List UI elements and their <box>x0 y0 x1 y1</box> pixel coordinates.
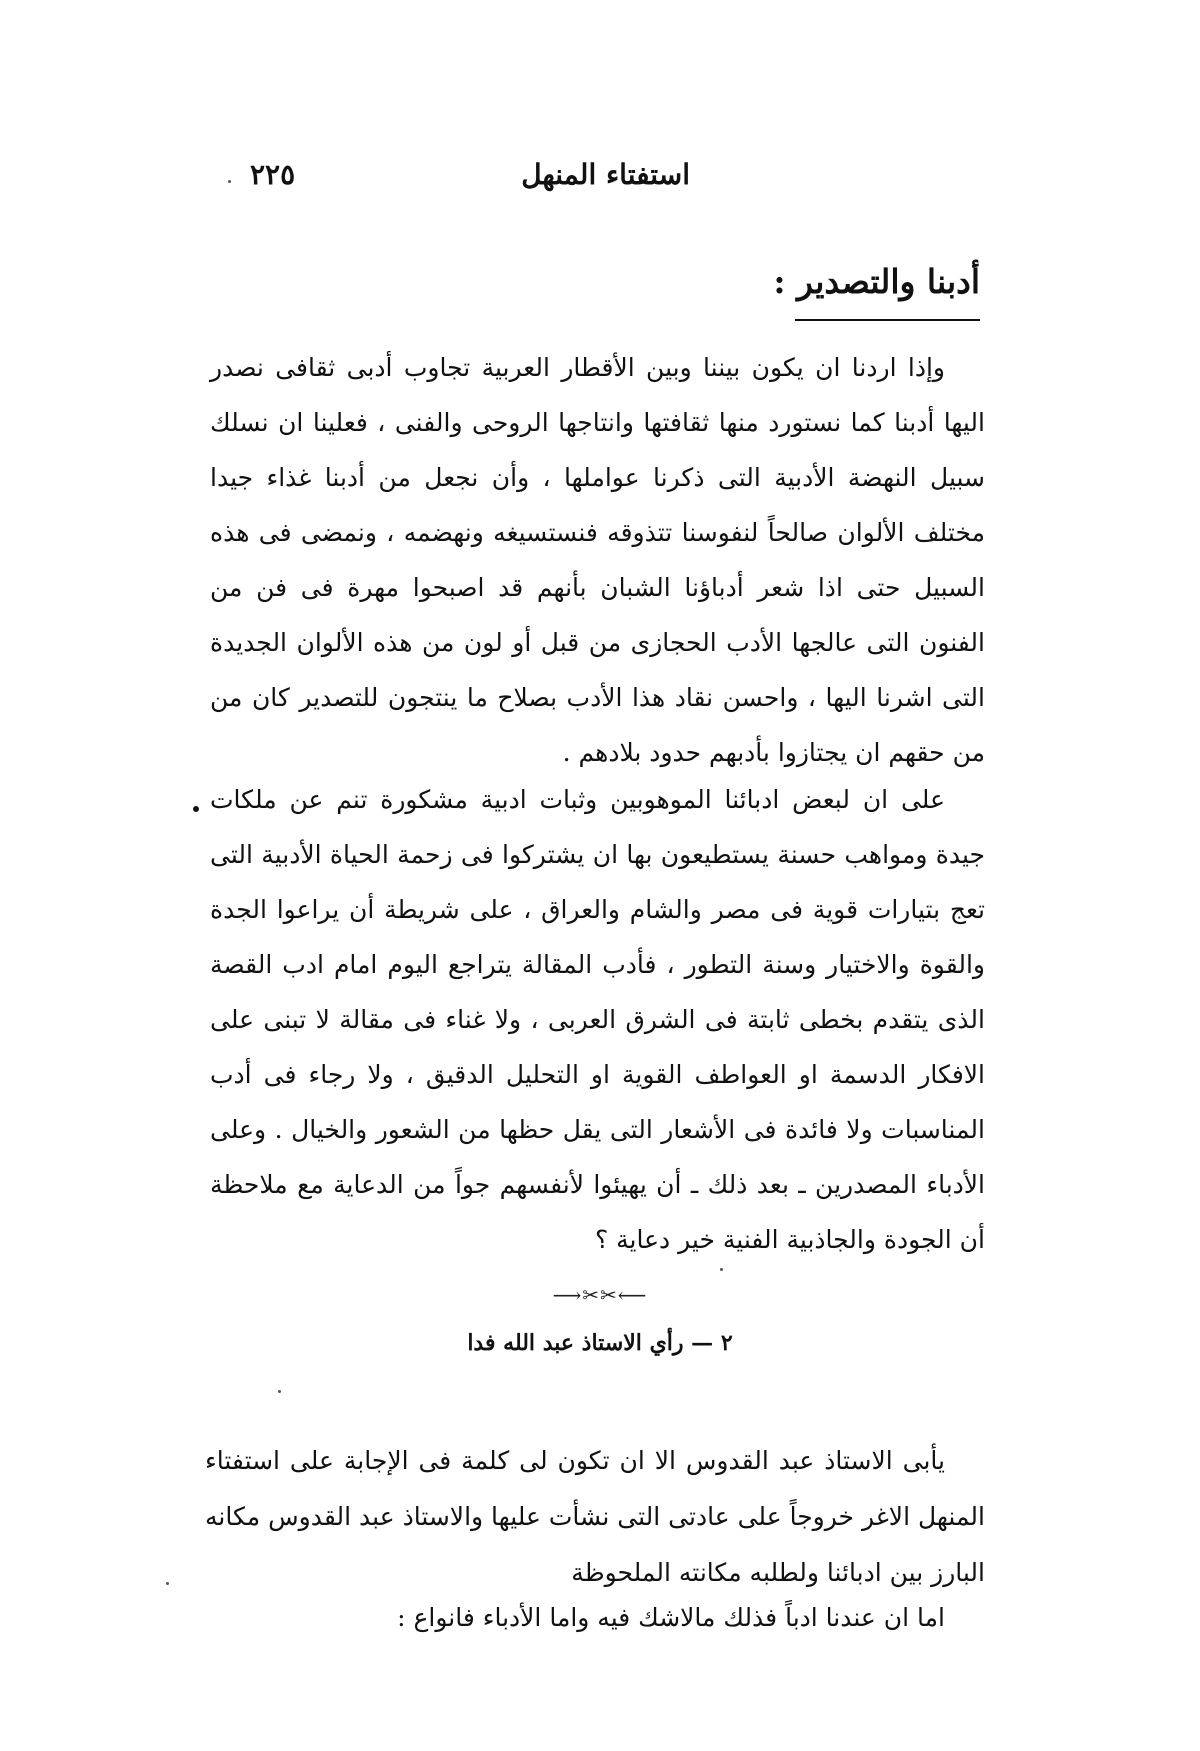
section-divider-ornament: ⟶✂✂⟵ <box>552 1283 648 1307</box>
page-speck <box>228 180 231 183</box>
paragraph-talents: على ان لبعض ادبائنا الموهوبين وثبات ادبية مشكورة تنم عن ملكات جيدة ومواهب حسنة يستطيعون بها ان يشتركوا فى زحمة الحياة الأدبية التى تعج بتيارات قوية فى مصر والشام والعراق ، على شريطة أن يراعوا الجدة والقوة والاختيار وسنة التطور ، فأدب المقالة يتراجع اليوم امام ادب القصة الذى يتقدم بخطى ثابتة فى الشرق العربى ، ولا غناء فى مقالة لا تبنى على الافكار الدسمة او العواطف القوية او التحليل الدقيق ، ولا رجاء فى أدب المناسبات ولا فائدة فى الأشعار التى يقل حظها من الشعور والخيال . وعلى الأدباء المصدرين ـ بعد ذلك ـ أن يهيئوا لأنفسهم جواً من الدعاية مع ملاحظة أن الجودة والجاذبية الفنية خير دعاية ؟ <box>210 785 985 1254</box>
page-speck <box>720 1268 723 1271</box>
paragraph-export: وإذا اردنا ان يكون بيننا وبين الأقطار العربية تجاوب أدبى ثقافى نصدر اليها أدبنا كما نستورد منها ثقافتها وانتاجها الروحى والفنى ، فعلينا ان نسلك سبيل النهضة الأدبية التى ذكرنا عواملها ، وأن نجعل من أدبنا غذاء جيدا مختلف الألوان صالحاً لنفوسنا تتذوقه فنستسيغه ونهضمه ، ونمضى فى هذه السبيل حتى اذا شعر أدباؤنا الشبان بأنهم قد اصبحوا مهرة فى فن من الفنون التى عالجها الأدب الحجازى من قبل أو لون من هذه الألوان الجديدة التى اشرنا اليها ، واحسن نقاد هذا الأدب بصلاح ما ينتجون للتصدير كان من من حقهم ان يجتازوا بأدبهم حدود بلادهم . <box>210 353 985 767</box>
page-number: ٢٢٥ <box>250 158 296 191</box>
paragraph-opinion-types: اما ان عندنا ادباً فذلك مالاشك فيه واما الأدباء فانواع : <box>397 1603 945 1632</box>
opinion-subheading: ٢ — رأي الاستاذ عبد الله فدا <box>467 1330 733 1356</box>
paragraph-opinion-intro: يأبى الاستاذ عبد القدوس الا ان تكون لى كلمة فى الإجابة على استفتاء المنهل الاغر خروجاً على عادتى التى نشأت عليها والاستاذ عبد القدوس مكانه البارز بين ادبائنا ولطلبه مكانته الملحوظة <box>205 1446 985 1587</box>
page-speck <box>278 1390 281 1393</box>
running-head <box>250 158 690 198</box>
section-heading: أدبنا والتصدير : <box>773 262 980 301</box>
margin-dot <box>193 806 199 812</box>
running-title: استفتاء المنهل <box>521 158 690 191</box>
heading-underline <box>795 319 980 321</box>
page-speck <box>166 1582 169 1585</box>
